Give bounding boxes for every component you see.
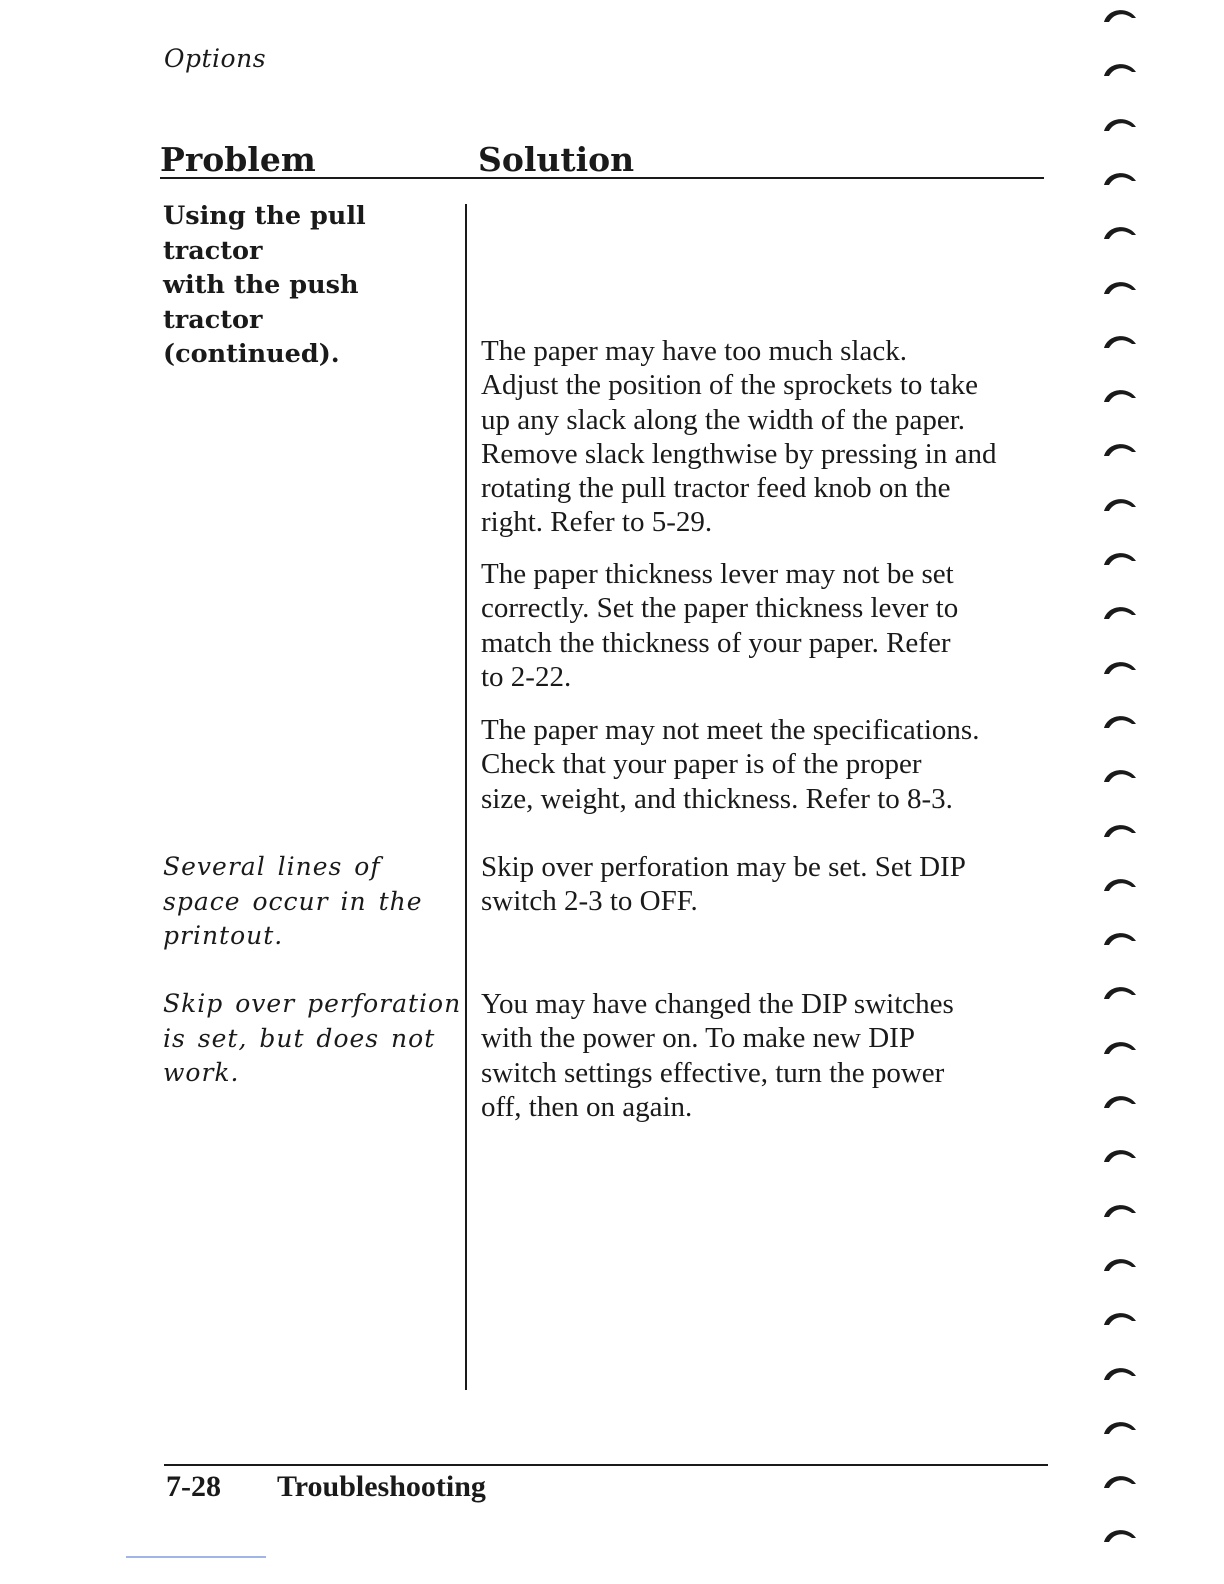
binding-ring xyxy=(1102,1416,1138,1436)
binding-ring xyxy=(1102,4,1138,24)
solution-line: match the thickness of your paper. Refer xyxy=(481,626,951,659)
running-head: Options xyxy=(164,44,267,73)
problem-pull-tractor xyxy=(163,199,463,372)
binding-ring xyxy=(1102,384,1138,404)
solution-line: The paper may have too much slack. xyxy=(481,335,907,367)
problem-line: work. xyxy=(163,1058,240,1087)
solution-line: You may have changed the DIP switches xyxy=(481,988,954,1020)
section-title: Troubleshooting xyxy=(276,1470,486,1503)
problem-line: printout. xyxy=(163,921,284,950)
binding-ring xyxy=(1102,1199,1138,1219)
column-divider xyxy=(465,204,467,1390)
solution-line: correctly. Set the paper thickness lever to xyxy=(481,592,959,625)
binding-ring xyxy=(1102,493,1138,513)
binding-ring xyxy=(1102,547,1138,567)
binding-ring xyxy=(1102,1524,1138,1544)
binding-ring xyxy=(1102,1307,1138,1327)
scan-mark xyxy=(126,1556,266,1558)
binding-ring xyxy=(1102,221,1138,241)
binding-ring xyxy=(1102,927,1138,947)
problem-skip-not-working xyxy=(163,987,463,1091)
solution-skip-perforation xyxy=(481,850,1051,919)
heading-rule xyxy=(160,177,1044,179)
binding-ring xyxy=(1102,1144,1138,1164)
binding-ring xyxy=(1102,113,1138,133)
binding-ring xyxy=(1102,601,1138,621)
problem-heading: Problem xyxy=(160,140,316,179)
solution-line: Remove slack lengthwise by pressing in and xyxy=(481,437,997,470)
binding-ring xyxy=(1102,1470,1138,1490)
problem-line: with the push tractor xyxy=(163,270,359,335)
solution-line: Adjust the position of the sprockets to take xyxy=(481,369,978,402)
binding-ring xyxy=(1102,764,1138,784)
problem-line: Using the pull tractor xyxy=(163,201,366,266)
solution-line: switch 2-3 to OFF. xyxy=(481,885,698,918)
solution-heading: Solution xyxy=(478,140,635,179)
binding-ring xyxy=(1102,710,1138,730)
problem-blank-lines xyxy=(163,850,463,954)
solution-line: off, then on again. xyxy=(481,1090,693,1123)
problem-line: (continued). xyxy=(163,339,340,369)
problem-line: space occur in the xyxy=(163,886,423,916)
problem-line: Several lines of xyxy=(163,852,381,881)
solution-line: Skip over perforation may be set. Set DIP xyxy=(481,851,966,883)
binding-ring xyxy=(1102,167,1138,187)
binding-ring xyxy=(1102,873,1138,893)
binding-ring xyxy=(1102,1090,1138,1110)
binding-ring xyxy=(1102,656,1138,676)
solution-line: to 2-22. xyxy=(481,660,572,693)
binding-ring xyxy=(1102,58,1138,78)
solution-line: switch settings effective, turn the power xyxy=(481,1056,945,1089)
footer-rule xyxy=(164,1464,1048,1466)
footer xyxy=(166,1470,486,1504)
solution-specifications xyxy=(481,713,1051,816)
solution-line: The paper thickness lever may not be set xyxy=(481,558,954,590)
problem-line: Skip over perforation xyxy=(163,989,462,1018)
binding-ring xyxy=(1102,819,1138,839)
binding-ring xyxy=(1102,981,1138,1001)
solution-line: size, weight, and thickness. Refer to 8-3. xyxy=(481,782,953,815)
solution-thickness-lever xyxy=(481,557,1051,694)
solution-line: rotating the pull tractor feed knob on the xyxy=(481,472,951,505)
page-number: 7-28 xyxy=(166,1470,221,1503)
binding-ring xyxy=(1102,1253,1138,1273)
solution-dip-switches xyxy=(481,987,1051,1124)
solution-slack xyxy=(481,334,1051,540)
binding-ring xyxy=(1102,438,1138,458)
spiral-binding xyxy=(1102,0,1142,1584)
solution-line: up any slack along the width of the paper. xyxy=(481,403,966,436)
problem-line: is set, but does not xyxy=(163,1023,436,1053)
binding-ring xyxy=(1102,1362,1138,1382)
solution-line: Check that your paper is of the proper xyxy=(481,748,922,781)
solution-line: with the power on. To make new DIP xyxy=(481,1022,915,1055)
solution-line: The paper may not meet the specifications. xyxy=(481,714,980,746)
binding-ring xyxy=(1102,1036,1138,1056)
binding-ring xyxy=(1102,330,1138,350)
solution-line: right. Refer to 5-29. xyxy=(481,506,713,539)
binding-ring xyxy=(1102,276,1138,296)
